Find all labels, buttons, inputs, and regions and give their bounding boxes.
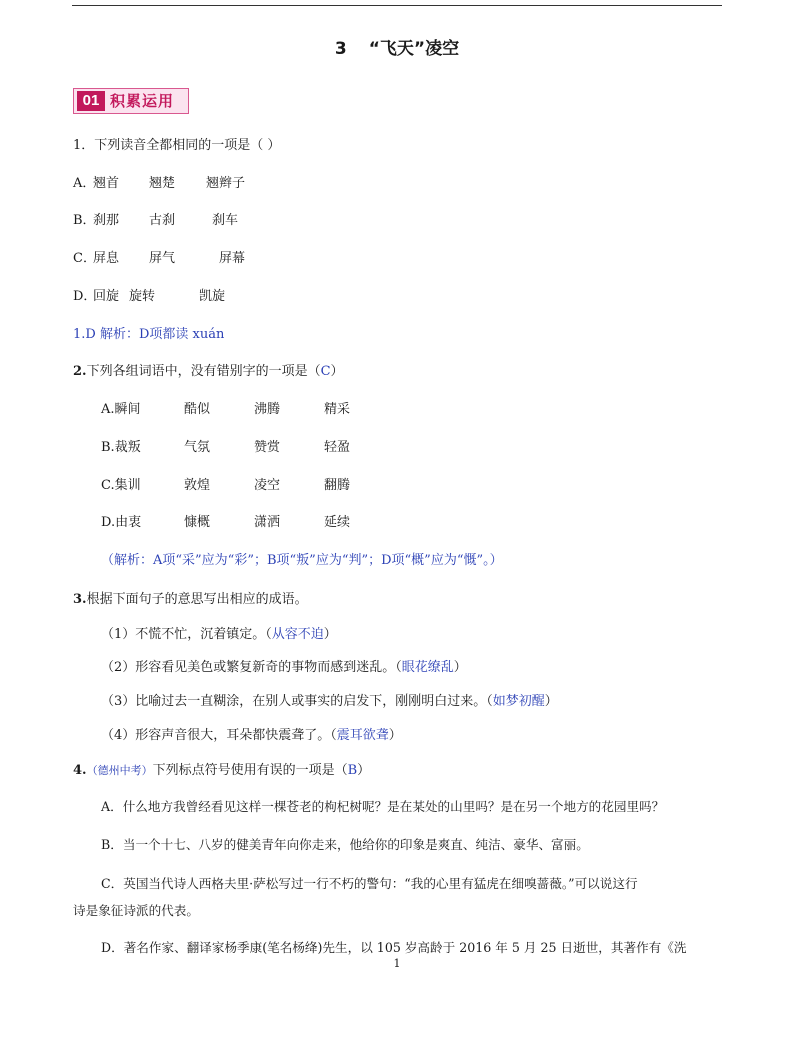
item-text: （3）比喻过去一直糊涂，在别人或事实的启发下，刚刚明白过来。（: [101, 694, 493, 709]
option-word: 赞赏: [254, 440, 281, 455]
option-word: 翘楚: [149, 176, 176, 191]
option-word: 潇洒: [254, 515, 281, 530]
page-number: 1: [393, 957, 401, 970]
q1-answer: 1.D 解析：D项都读 xuán: [73, 327, 225, 342]
option-word: 轻盈: [324, 440, 351, 455]
top-rule: [72, 5, 722, 6]
answer: 震耳欲聋: [336, 728, 389, 743]
question-number: 4.: [73, 763, 87, 778]
q1-stem: 1．下列读音全都相同的一项是（ ）: [73, 138, 281, 153]
answer: C: [320, 364, 331, 379]
q1-option-d: [73, 289, 226, 305]
question-source: （德州中考）: [86, 764, 153, 777]
question-text: 下列标点符号使用有误的一项是（: [152, 763, 348, 778]
item-text: （2）形容看见美色或繁复新奇的事物而感到迷乱。（: [101, 660, 402, 675]
answer: 如梦初醒: [492, 694, 545, 709]
option-word: 敦煌: [184, 478, 211, 493]
q3-item-4: [101, 728, 402, 744]
q1-option-b: [73, 213, 239, 229]
paren-close: ）: [544, 694, 558, 709]
option-letter: C．: [73, 251, 96, 266]
option-word: 凌空: [254, 478, 281, 493]
option-word: 翻腾: [324, 478, 351, 493]
item-text: （4）形容声音很大，耳朵都快震聋了。（: [101, 728, 337, 743]
option-word: 屏气: [149, 251, 176, 266]
q3-stem: [73, 592, 308, 608]
option-word: 由衷: [115, 515, 142, 530]
option-word: 凯旋: [199, 289, 226, 304]
paren-close: ）: [323, 627, 337, 642]
option-word: 集训: [114, 478, 141, 493]
option-word: 慷概: [184, 515, 211, 530]
question-text: 根据下面句子的意思写出相应的成语。: [86, 592, 308, 607]
q4-option-a: A．什么地方我曾经看见这样一棵苍老的枸杞树呢？是在某处的山里吗？是在另一个地方的花园里吗？: [101, 799, 665, 814]
q2-stem: [73, 364, 344, 380]
option-letter: A．: [73, 176, 96, 191]
q3-item-1: [101, 627, 337, 643]
lesson-number: 3: [334, 39, 347, 59]
option-word: 翘首: [93, 176, 120, 191]
answer: B: [347, 763, 358, 778]
option-letter: D．: [73, 289, 97, 304]
option-letter: B．: [73, 213, 96, 228]
option-word: 沸腾: [254, 402, 281, 417]
paren-close: ）: [357, 763, 371, 778]
lesson-title: “飞天”凌空: [368, 39, 460, 59]
section-badge: [73, 88, 189, 114]
option-letter: B.: [101, 440, 115, 455]
option-word: 屏幕: [219, 251, 246, 266]
q4-option-b: B．当一个十七、八岁的健美青年向你走来，他给你的印象是爽直、纯洁、豪华、富丽。: [101, 837, 589, 852]
q4-option-c-line2: 诗是象征诗派的代表。: [73, 903, 199, 918]
option-word: 刹那: [93, 213, 120, 228]
page-title: [0, 34, 794, 59]
paren-close: ）: [453, 660, 467, 675]
section-badge-number: 01: [77, 91, 105, 111]
q4-stem: [73, 763, 370, 779]
option-word: 瞬间: [114, 402, 141, 417]
question-number: 2.: [73, 364, 87, 379]
q1-option-a: [73, 176, 246, 192]
paren-close: ）: [330, 364, 344, 379]
option-word: 回旋: [93, 289, 120, 304]
option-word: 旋转: [129, 289, 156, 304]
q3-item-2: [101, 660, 467, 676]
answer: 眼花缭乱: [401, 660, 454, 675]
option-letter: D.: [101, 515, 116, 530]
q1-option-c: [73, 251, 246, 267]
answer: 从容不迫: [271, 627, 324, 642]
item-text: （1）不慌不忙，沉着镇定。（: [101, 627, 272, 642]
option-word: 屏息: [93, 251, 120, 266]
section-badge-label: 积累运用: [110, 92, 175, 110]
option-word: 气氛: [184, 440, 211, 455]
option-letter: C.: [101, 478, 115, 493]
question-number: 3.: [73, 592, 87, 607]
q2-option-d: [101, 515, 351, 531]
option-word: 酷似: [184, 402, 211, 417]
q2-option-b: [101, 440, 351, 456]
option-word: 裁叛: [114, 440, 141, 455]
q2-option-a: [101, 402, 351, 418]
option-letter: A.: [101, 402, 115, 417]
paren-close: ）: [388, 728, 402, 743]
option-word: 古刹: [149, 213, 176, 228]
q2-option-c: [101, 478, 351, 494]
option-word: 翘辫子: [206, 176, 246, 191]
q3-item-3: [101, 694, 558, 710]
q2-analysis: （解析：A项“采”应为“彩”；B项“叛”应为“判”；D项“概”应为“慨”。）: [101, 553, 503, 568]
option-word: 精采: [324, 402, 351, 417]
option-word: 刹车: [212, 213, 239, 228]
q4-option-d: D．著名作家、翻译家杨季康(笔名杨绛)先生，以 105 岁高龄于 2016 年 5 月 25 日逝世，其著作有《洗: [101, 940, 687, 955]
option-word: 延续: [324, 515, 351, 530]
question-text: 下列各组词语中，没有错别字的一项是（: [86, 364, 321, 379]
q4-option-c-line1: C．英国当代诗人西格夫里·萨松写过一行不朽的警句：“我的心里有猛虎在细嗅蔷薇。”可以说这行: [101, 876, 638, 891]
